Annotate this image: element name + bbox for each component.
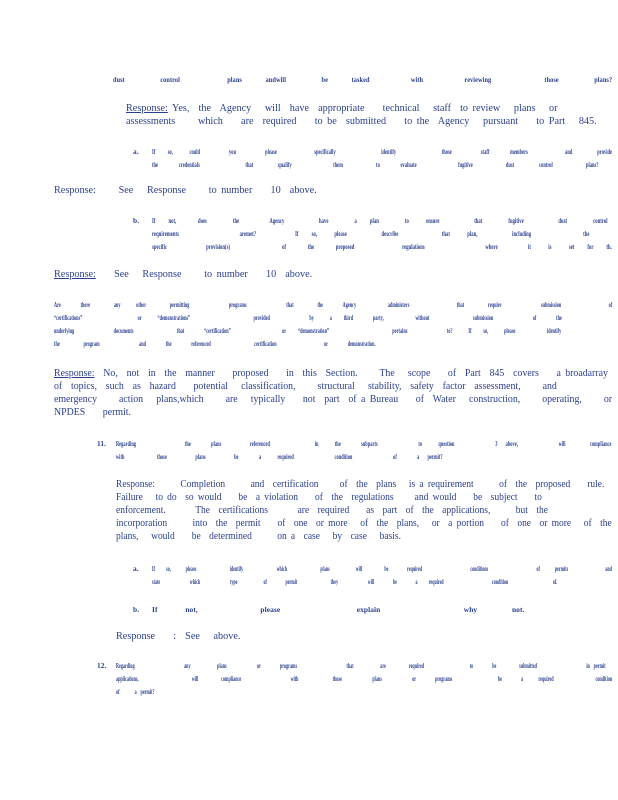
subquestion-marker: a. xyxy=(133,147,139,156)
text-line: See Response to number 10 above. xyxy=(95,269,313,280)
text-line: Response: Completion and certification of the plans is a requirement of the proposed rule. xyxy=(116,479,605,490)
text-line: the credentials that qualify them to evaluate fugitive dust control plans? xyxy=(152,160,599,169)
subquestion-block xyxy=(152,603,524,616)
question-number: 11. xyxy=(97,439,107,448)
subquestion-marker: b. xyxy=(133,605,140,614)
text-line: specific provision(s) of the proposed regulations where it is set for th. xyxy=(152,242,612,251)
response-label: Response: xyxy=(54,269,96,280)
response-block xyxy=(54,367,618,419)
text-line: If not, please explain why not. xyxy=(152,605,525,614)
question-block xyxy=(116,437,618,463)
response-block xyxy=(54,184,317,197)
question-block xyxy=(54,298,618,350)
text-line: applications, will compliance with those plans or programs be a required condition xyxy=(116,674,613,683)
subquestion-block xyxy=(152,214,618,253)
text-line: If so, could you please specifically identify those staff members and provide xyxy=(152,147,613,156)
subquestion-block xyxy=(152,562,618,588)
text-line: underlying documents that “certification” or “demonstration” pertains to? If so, please identify xyxy=(54,326,562,335)
subquestion-marker: b. xyxy=(133,216,140,225)
response-block xyxy=(116,630,240,643)
text-line: requirements aremet? If so, please describe that plan, including the xyxy=(152,229,590,238)
text-line: Are there any other permitting programs that the Agency administers that require submission of xyxy=(54,300,613,309)
text-line: If not, does the Agency have a plan to ensure that fugitive dust control xyxy=(152,216,608,225)
text-line: incorporation into the permit of one or more of the plans, or a portion of one or more of the xyxy=(116,518,612,529)
text-line: Regarding any plans or programs that are required to be submitted in permit xyxy=(116,661,606,670)
text-line: of a permit? xyxy=(116,687,155,696)
response-block xyxy=(54,268,312,281)
response-block xyxy=(116,478,618,543)
text-line: the program and the referenced certification or demonstration. xyxy=(54,339,376,348)
response-block xyxy=(126,102,597,128)
text-line: assessments which are required to be submitted to the Agency pursuant to Part 845. xyxy=(126,116,597,127)
text-line: Response: See Response to number 10 above. xyxy=(54,185,317,196)
question-number: 12. xyxy=(97,661,107,670)
response-label: Response: xyxy=(126,103,168,114)
text-line: Failure to do so would be a violation of the regulations and would be subject to xyxy=(116,492,542,503)
response-label: Response: xyxy=(54,368,95,379)
text-line: of topics, such as hazard potential classification, structural stability, safety factor assessment, and xyxy=(54,381,557,392)
text-line: plans, would be determined on a case by case basis. xyxy=(116,531,401,542)
text-line: “certifications” or “demonstrations” provided by a third party, without submission of the xyxy=(54,313,562,322)
subquestion-marker: a. xyxy=(133,564,139,573)
subquestion-block xyxy=(152,145,618,171)
text-line: Yes, the Agency will have appropriate technical staff to review plans or xyxy=(167,103,558,114)
question-block xyxy=(116,659,618,698)
text-line: state which type of permit they will be a required condition of. xyxy=(152,577,558,586)
text-line: No, not in the manner proposed in this Section. The scope of Part 845 covers a broadarray xyxy=(94,368,608,379)
text-line: dust control plans andwill be tasked with reviewing those plans? xyxy=(113,75,613,84)
text-line: emergency action plans,which are typically not part of a Bureau of Water construction, operating, or xyxy=(54,394,613,405)
text-line: Response : See above. xyxy=(116,631,241,642)
text-line: Regarding the plans referenced in the subparts to question 3 above, will compliance xyxy=(116,439,612,448)
text-line: NPDES permit. xyxy=(54,407,131,418)
text-line: enforcement. The certifications are required as part of the applications, but the xyxy=(116,505,548,516)
question-continuation xyxy=(113,73,618,86)
text-line: If so, please identify which plans will be required conditions of permits and xyxy=(152,564,612,573)
text-line: with those plans be a required condition of a permit? xyxy=(116,452,443,461)
